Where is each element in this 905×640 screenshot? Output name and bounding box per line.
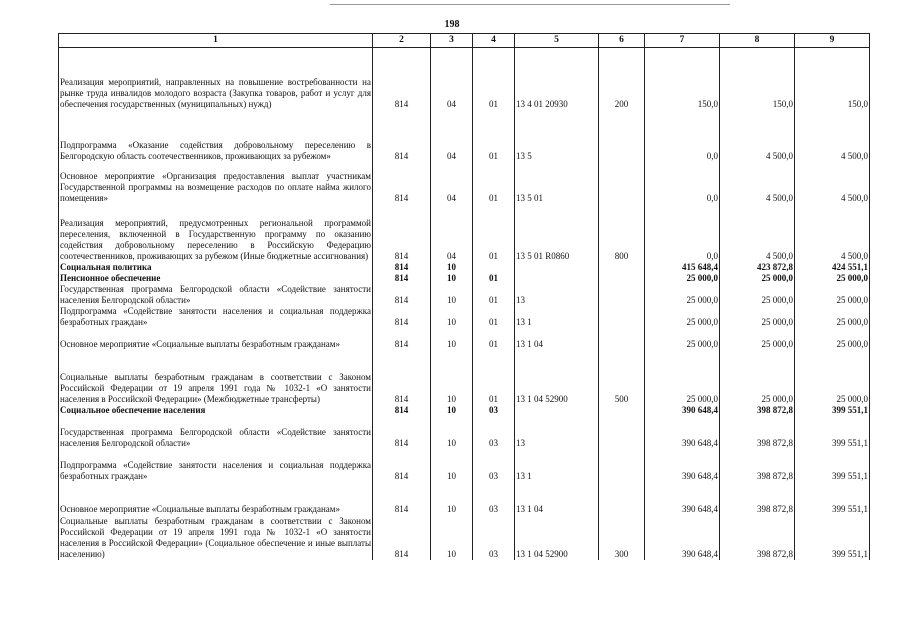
table-row: [59, 416, 870, 449]
section-code: 10: [431, 306, 473, 328]
row-name: Основное мероприятие «Социальные выплаты безработным гражданам»: [59, 328, 373, 350]
amount-col-9: 150,0: [795, 48, 870, 110]
ved-code: 814: [373, 284, 431, 306]
ved-code: 814: [373, 515, 431, 560]
amount-col-7: 25 000,0: [645, 273, 720, 284]
amount-col-9: 25 000,0: [795, 273, 870, 284]
expense-type-code: [599, 110, 645, 162]
row-name: Реализация мероприятий, предусмотренных региональной программой переселения, включенной в Государственную программу по оказанию содействия добровольному переселению в Российскую Федерацию соотечественников, проживающих за рубежом (Иные бюджетные ассигнования): [59, 204, 373, 262]
target-article-code: 13: [515, 284, 599, 306]
amount-col-7: 150,0: [645, 48, 720, 110]
amount-col-7: 390 648,4: [645, 416, 720, 449]
amount-col-9: 399 551,1: [795, 449, 870, 482]
amount-col-8: 398 872,8: [720, 482, 795, 515]
ved-code: 814: [373, 350, 431, 405]
subsection-code: 01: [473, 110, 515, 162]
amount-col-7: 415 648,4: [645, 262, 720, 273]
table-row: [59, 328, 870, 350]
section-code: 04: [431, 48, 473, 110]
amount-col-8: 150,0: [720, 48, 795, 110]
amount-col-9: 399 551,1: [795, 482, 870, 515]
table-row: [59, 204, 870, 262]
col-header: 9: [795, 34, 870, 48]
expense-type-code: 200: [599, 48, 645, 110]
col-header: 6: [599, 34, 645, 48]
amount-col-7: 25 000,0: [645, 306, 720, 328]
ved-code: 814: [373, 204, 431, 262]
target-article-code: [515, 273, 599, 284]
ved-code: 814: [373, 416, 431, 449]
expense-type-code: [599, 262, 645, 273]
expense-type-code: 800: [599, 204, 645, 262]
target-article-code: [515, 262, 599, 273]
section-code: 10: [431, 284, 473, 306]
amount-col-7: 25 000,0: [645, 284, 720, 306]
ved-code: 814: [373, 449, 431, 482]
ved-code: 814: [373, 48, 431, 110]
table-row: [59, 110, 870, 162]
subsection-code: [473, 262, 515, 273]
header-row: [59, 34, 870, 48]
amount-col-9: 25 000,0: [795, 328, 870, 350]
amount-col-9: 25 000,0: [795, 350, 870, 405]
section-code: 04: [431, 162, 473, 204]
col-header: 5: [515, 34, 599, 48]
target-article-code: 13 4 01 20930: [515, 48, 599, 110]
subsection-code: 01: [473, 350, 515, 405]
table-row: [59, 306, 870, 328]
ved-code: 814: [373, 273, 431, 284]
amount-col-7: 25 000,0: [645, 328, 720, 350]
ved-code: 814: [373, 262, 431, 273]
row-name: Подпрограмма «Содействие занятости населения и социальная поддержка безработных граждан»: [59, 449, 373, 482]
amount-col-9: 4 500,0: [795, 110, 870, 162]
subsection-code: 03: [473, 482, 515, 515]
ved-code: 814: [373, 482, 431, 515]
section-code: 10: [431, 262, 473, 273]
target-article-code: 13 1 04 52900: [515, 515, 599, 560]
table-row: [59, 482, 870, 515]
expense-type-code: [599, 449, 645, 482]
expense-type-code: [599, 162, 645, 204]
amount-col-9: 25 000,0: [795, 284, 870, 306]
col-header: 4: [473, 34, 515, 48]
amount-col-7: 0,0: [645, 204, 720, 262]
subsection-code: 03: [473, 449, 515, 482]
ved-code: 814: [373, 162, 431, 204]
section-code: 04: [431, 110, 473, 162]
row-name: Социальные выплаты безработным гражданам в соответствии с Законом Российской Федерации от 19 апреля 1991 года № 1032-1 «О занятости населения в Российской Федерации» (Социальное обеспечение и иные выплаты населению): [60, 515, 371, 559]
amount-col-8: 25 000,0: [720, 273, 795, 284]
amount-col-7: 0,0: [645, 162, 720, 204]
row-name: Социальное обеспечение населения: [59, 405, 373, 416]
target-article-code: [515, 405, 599, 416]
amount-col-7: 390 648,4: [645, 482, 720, 515]
amount-col-8: 398 872,8: [720, 405, 795, 416]
amount-col-8: 25 000,0: [720, 284, 795, 306]
subsection-code: 01: [473, 273, 515, 284]
ved-code: 814: [373, 306, 431, 328]
col-header: 8: [720, 34, 795, 48]
section-code: 10: [431, 273, 473, 284]
amount-col-8: 4 500,0: [720, 204, 795, 262]
amount-col-9: 4 500,0: [795, 162, 870, 204]
row-name: Государственная программа Белгородской области «Содействие занятости населения Белгородской области»: [59, 416, 373, 449]
table-row: [59, 515, 870, 560]
expense-type-code: [599, 416, 645, 449]
amount-col-8: 25 000,0: [720, 350, 795, 405]
expense-type-code: 500: [599, 350, 645, 405]
row-name: Социальные выплаты безработным гражданам в соответствии с Законом Российской Федерации от 19 апреля 1991 года № 1032-1 «О занятости населения в Российской Федерации» (Межбюджетные трансферты): [59, 350, 373, 405]
ved-code: 814: [373, 405, 431, 416]
ved-code: 814: [373, 110, 431, 162]
target-article-code: 13 1: [515, 449, 599, 482]
top-rule: [330, 4, 730, 5]
amount-col-8: 4 500,0: [720, 110, 795, 162]
section-code: 10: [431, 350, 473, 405]
amount-col-8: 25 000,0: [720, 306, 795, 328]
subsection-code: 01: [473, 284, 515, 306]
section-code: 10: [431, 328, 473, 350]
row-name: Реализация мероприятий, направленных на повышение востребованности на рынке труда инвалидов молодого возраста (Закупка товаров, работ и услуг для обеспечения государственных (муниципальных) нужд): [59, 48, 373, 110]
amount-col-7: 390 648,4: [645, 449, 720, 482]
section-code: 10: [431, 416, 473, 449]
table-row: [59, 405, 870, 416]
target-article-code: 13 1 04: [515, 482, 599, 515]
amount-col-8: 398 872,8: [720, 515, 795, 560]
row-name: Государственная программа Белгородской области «Содействие занятости населения Белгородской области»: [60, 283, 371, 305]
subsection-code: 01: [473, 328, 515, 350]
target-article-code: 13 5 01 R0860: [515, 204, 599, 262]
expense-type-code: [599, 328, 645, 350]
ved-code: 814: [373, 328, 431, 350]
budget-table: [58, 33, 870, 560]
expense-type-code: [599, 284, 645, 306]
amount-col-8: 25 000,0: [720, 328, 795, 350]
amount-col-7: 390 648,4: [645, 515, 720, 560]
subsection-code: 01: [473, 162, 515, 204]
target-article-code: 13 1 04 52900: [515, 350, 599, 405]
expense-type-code: 300: [599, 515, 645, 560]
target-article-code: 13 5: [515, 110, 599, 162]
amount-col-7: 0,0: [645, 110, 720, 162]
row-name: Подпрограмма «Содействие занятости населения и социальная поддержка безработных граждан»: [60, 305, 371, 327]
section-code: 10: [431, 482, 473, 515]
table-row: [59, 284, 870, 306]
target-article-code: 13 1 04: [515, 328, 599, 350]
table-row: [59, 449, 870, 482]
amount-col-8: 398 872,8: [720, 416, 795, 449]
amount-col-8: 423 872,8: [720, 262, 795, 273]
subsection-code: 01: [473, 306, 515, 328]
section-code: 10: [431, 405, 473, 416]
section-code: 10: [431, 515, 473, 560]
section-code: 04: [431, 204, 473, 262]
row-name: Основное мероприятие «Социальные выплаты безработным гражданам»: [59, 482, 373, 515]
table-row: [59, 273, 870, 284]
amount-col-8: 398 872,8: [720, 449, 795, 482]
page-number: 198: [444, 19, 460, 30]
row-name: Подпрограмма «Оказание содействия добровольному переселению в Белгородскую область соотечественников, проживающих за рубежом»: [59, 110, 373, 162]
expense-type-code: [599, 482, 645, 515]
subsection-code: 03: [473, 405, 515, 416]
target-article-code: 13 1: [515, 306, 599, 328]
subsection-code: 01: [473, 48, 515, 110]
target-article-code: 13 5 01: [515, 162, 599, 204]
amount-col-7: 390 648,4: [645, 405, 720, 416]
row-name: Пенсионное обеспечение: [59, 273, 373, 284]
col-header: 1: [59, 34, 373, 48]
expense-type-code: [599, 405, 645, 416]
subsection-code: 03: [473, 416, 515, 449]
subsection-code: 03: [473, 515, 515, 560]
table-row: [59, 350, 870, 405]
col-header: 3: [431, 34, 473, 48]
amount-col-9: 399 551,1: [795, 416, 870, 449]
target-article-code: 13: [515, 416, 599, 449]
row-name: Основное мероприятие «Организация предоставления выплат участникам Государственной программы на возмещение расходов по оплате найма жилого помещения»: [59, 162, 373, 204]
amount-col-8: 4 500,0: [720, 162, 795, 204]
col-header: 7: [645, 34, 720, 48]
amount-col-9: 424 551,1: [795, 262, 870, 273]
amount-col-9: 25 000,0: [795, 306, 870, 328]
row-name: Социальная политика: [59, 262, 373, 273]
subsection-code: 01: [473, 204, 515, 262]
amount-col-7: 25 000,0: [645, 350, 720, 405]
col-header: 2: [373, 34, 431, 48]
amount-col-9: 399 551,1: [795, 405, 870, 416]
table-row: [59, 262, 870, 273]
table-row: [59, 48, 870, 110]
expense-type-code: [599, 273, 645, 284]
amount-col-9: 399 551,1: [795, 515, 870, 560]
amount-col-9: 4 500,0: [795, 204, 870, 262]
expense-type-code: [599, 306, 645, 328]
table-row: [59, 162, 870, 204]
section-code: 10: [431, 449, 473, 482]
